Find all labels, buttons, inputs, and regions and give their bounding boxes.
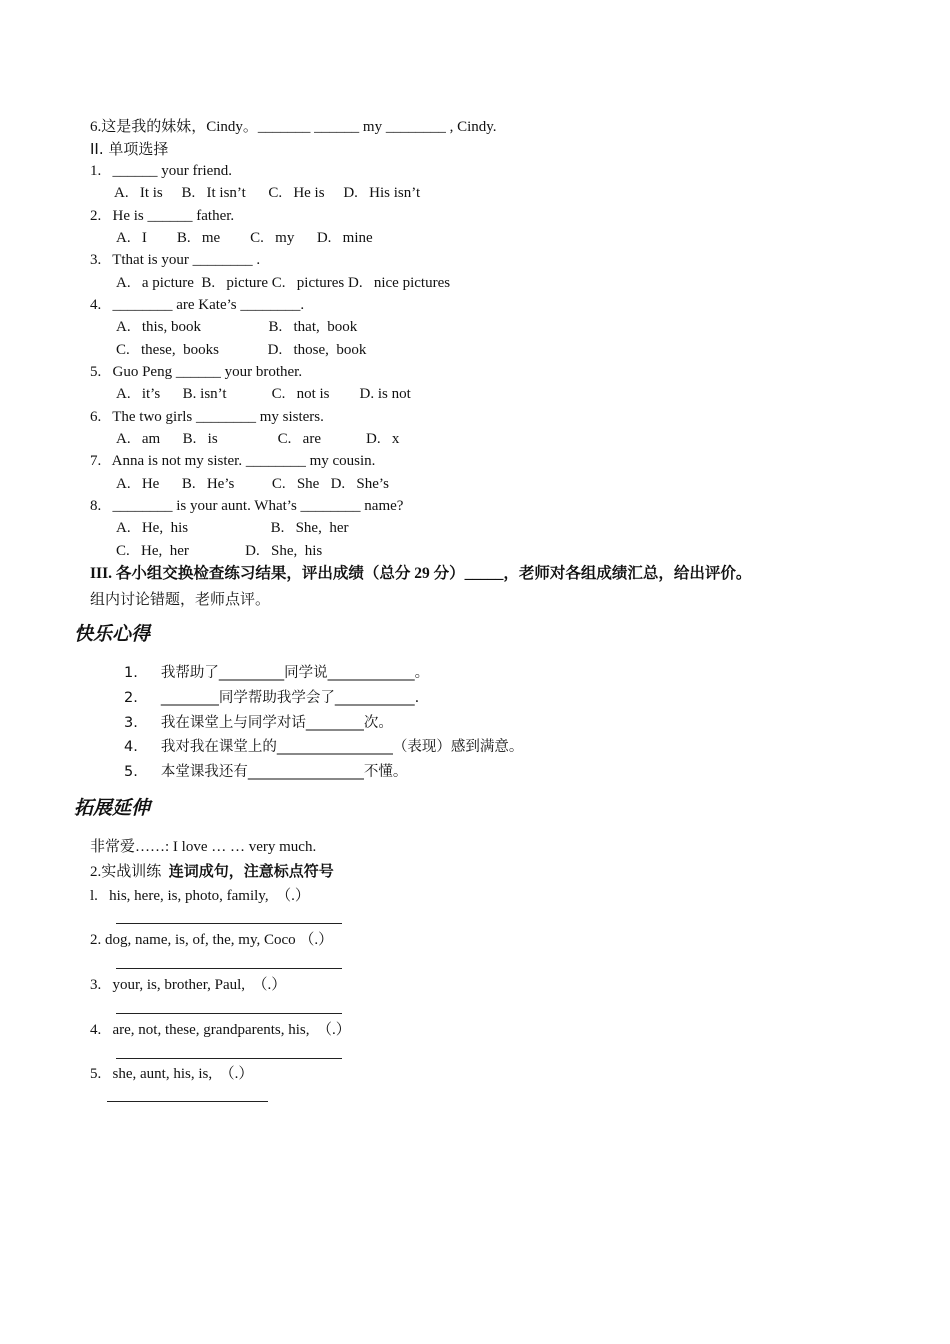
reflection-item-1: 1. 我帮助了_________同学说____________。	[124, 665, 430, 681]
mc-q3-options: A. a picture B. picture C. pictures D. nice pictures	[116, 275, 451, 291]
mc-q8-options-row1: A. He, his B. She, her	[116, 520, 349, 536]
sentence-2-answer-line[interactable]	[116, 968, 342, 969]
reflection-item-5: 5. 本堂课我还有________________不懂。	[124, 764, 408, 780]
reflection-item-2: 2. ________同学帮助我学会了___________.	[124, 690, 420, 706]
sentence-4-answer-line[interactable]	[116, 1058, 342, 1059]
heading-extension: 拓展延伸	[74, 798, 151, 819]
mc-q7-stem: 7. Anna is not my sister. ________ my cousin.	[90, 453, 376, 469]
section-title-peer-check: III. 各小组交换检查练习结果，评出成绩（总分 29 分）_____，老师对各组成绩汇总，给出评价。	[90, 565, 752, 582]
sentence-2-words: 2. dog, name, is, of, the, my, Coco （.）	[90, 932, 334, 948]
sentence-1-answer-line[interactable]	[116, 923, 342, 924]
mc-q3-stem: 3. Tthat is your ________ .	[90, 252, 261, 268]
drill-title	[90, 862, 334, 882]
drill-instruction: 连词成句，注意标点符号	[168, 864, 334, 880]
section-title-multiple-choice: II. 单项选择	[90, 140, 169, 158]
group-discussion-note: 组内讨论错题，老师点评。	[90, 590, 271, 608]
sentence-3-answer-line[interactable]	[116, 1013, 342, 1014]
sentence-5-answer-line[interactable]	[107, 1101, 268, 1102]
sentence-4-words: 4. are, not, these, grandparents, his, （.）	[90, 1022, 351, 1038]
question-6-translation: 6.这是我的妹妹，Cindy。_______ ______ my ________ , Cindy.	[90, 119, 497, 135]
sentence-5-words: 5. she, aunt, his, is, （.）	[90, 1066, 254, 1082]
sentence-3-words: 3. your, is, brother, Paul, （.）	[90, 977, 287, 993]
reflection-item-3: 3. 我在课堂上与同学对话________次。	[124, 715, 393, 731]
mc-q4-options-row1: A. this, book B. that, book	[116, 319, 358, 335]
mc-q4-stem: 4. ________ are Kate’s ________.	[90, 297, 305, 313]
mc-q7-options: A. He B. He’s C. She D. She’s	[116, 476, 389, 492]
mc-q4-options-row2: C. these, books D. those, book	[116, 342, 367, 358]
mc-q6-stem: 6. The two girls ________ my sisters.	[90, 409, 324, 425]
drill-label: 2.实战训练	[90, 864, 162, 880]
mc-q1-stem: 1. ______ your friend.	[90, 163, 233, 179]
mc-q2-options: A. I B. me C. my D. mine	[116, 230, 373, 246]
mc-q8-options-row2: C. He, her D. She, his	[116, 543, 323, 559]
mc-q1-options: A. It is B. It isn’t C. He is D. His isn’t	[114, 185, 421, 201]
reflection-item-4: 4. 我对我在课堂上的________________（表现）感到满意。	[124, 739, 524, 755]
sentence-1-words: l. his, here, is, photo, family, （.）	[90, 888, 310, 904]
mc-q5-stem: 5. Guo Peng ______ your brother.	[90, 364, 303, 380]
mc-q6-options: A. am B. is C. are D. x	[116, 431, 400, 447]
mc-q5-options: A. it’s B. isn’t C. not is D. is not	[116, 386, 411, 402]
mc-q2-stem: 2. He is ______ father.	[90, 208, 235, 224]
phrase-love-very-much: 非常爱……: I love … … very much.	[90, 839, 317, 855]
mc-q8-stem: 8. ________ is your aunt. What’s ________ name?	[90, 498, 404, 514]
heading-happy-reflection: 快乐心得	[74, 624, 151, 645]
